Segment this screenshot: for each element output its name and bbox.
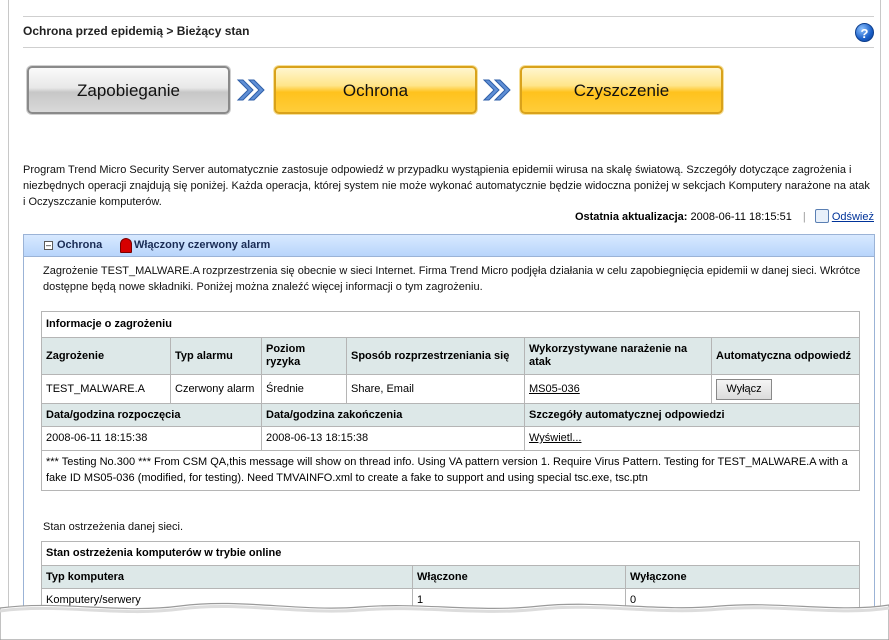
column-header: Typ alarmu	[171, 338, 262, 375]
column-header: Wyłączone	[626, 566, 860, 589]
auto-response-cell	[712, 375, 860, 404]
details-cell	[525, 427, 860, 451]
column-header: Sposób rozprzestrzeniania się	[347, 338, 525, 375]
refresh-link[interactable]: Odśwież	[831, 211, 874, 223]
enabled-count: 1	[413, 589, 626, 613]
column-header: Wykorzystywane narażenie na atak	[525, 338, 712, 375]
threat-info-table	[41, 311, 860, 491]
view-details-link[interactable]: Wyświetl...	[529, 432, 582, 444]
disable-button[interactable]: Wyłącz	[716, 379, 772, 400]
alarm-type: Czerwony alarm	[171, 375, 262, 404]
column-header: Automatyczna odpowiedź	[712, 338, 860, 375]
disabled-count: 0	[626, 589, 860, 613]
status-table-caption: Stan ostrzeżenia komputerów w trybie online	[42, 542, 860, 566]
step-protection: Ochrona	[274, 66, 477, 114]
threat-name: TEST_MALWARE.A	[42, 375, 171, 404]
step-prevention: Zapobieganie	[27, 66, 230, 114]
column-header: Poziom ryzyka	[262, 338, 347, 375]
column-header: Szczegóły automatycznej odpowiedzi	[525, 404, 860, 427]
red-alarm-icon	[120, 238, 132, 253]
torn-edge	[0, 598, 889, 640]
panel-title: Ochrona	[57, 239, 103, 251]
alarm-status: Włączony czerwony alarm	[134, 239, 271, 251]
network-status-text: Stan ostrzeżenia danej sieci.	[43, 521, 184, 533]
intro-text: Program Trend Micro Security Server automatycznie zastosuje odpowiedź w przypadku wystąpienia epidemii wirusa na skalę światową. Szczegóły dotyczące zagrożenia i niezbędnych operacji znajdują się poniżej. Każda operacja, której system nie może wykonać automatycznie będzie widoczna poniżej w sekcjach Komputery narażone na atak i Oczyszczanie komputerów.	[23, 164, 870, 208]
vulnerability-cell	[525, 375, 712, 404]
title-divider	[23, 47, 874, 48]
end-datetime: 2008-06-13 18:15:38	[262, 427, 525, 451]
risk-level: Średnie	[262, 375, 347, 404]
column-header: Typ komputera	[42, 566, 413, 589]
column-header: Data/godzina zakończenia	[262, 404, 525, 427]
chevron-right-icon	[482, 78, 514, 102]
threat-note: *** Testing No.300 *** From CSM QA,this message will show on thread info. Using VA pattern version 1. Require Virus Pattern. Testing for TEST_MALWARE.A with a fake ID MS05-036 (modified, for testing). Need TMVAINFO.xml to create a fake to support and using special tsc.exe, tsc.ptn	[42, 451, 860, 491]
last-update-value: 2008-06-11 18:15:51	[690, 211, 792, 223]
vulnerability-link[interactable]: MS05-036	[529, 382, 580, 395]
step-cleanup: Czyszczenie	[520, 66, 723, 114]
separator: |	[802, 211, 806, 223]
start-datetime: 2008-06-11 18:15:38	[42, 427, 262, 451]
computer-type: Komputery/serwery	[42, 589, 413, 613]
last-update-row	[575, 209, 874, 225]
column-header: Zagrożenie	[42, 338, 171, 375]
help-icon[interactable]: ?	[855, 23, 874, 42]
column-header: Włączone	[413, 566, 626, 589]
page-title: Ochrona przed epidemią > Bieżący stan	[23, 24, 250, 38]
protection-panel	[23, 234, 875, 640]
panel-header	[24, 235, 874, 257]
threat-description: Zagrożenie TEST_MALWARE.A rozprzestrzenia się obecnie w sieci Internet. Firma Trend Micro podjęła działania w celu zapobiegnięcia epidemii w danej sieci. Wkrótce dostępne będą nowe składniki. Poniżej można znaleźć więcej informacji o tym zagrożeniu.	[43, 265, 861, 293]
threat-info-caption: Informacje o zagrożeniu	[42, 312, 860, 338]
spread-method: Share, Email	[347, 375, 525, 404]
column-header: Data/godzina rozpoczęcia	[42, 404, 262, 427]
title-bar	[23, 22, 874, 44]
chevron-right-icon	[236, 78, 268, 102]
top-divider	[23, 16, 874, 17]
refresh-icon[interactable]	[815, 209, 829, 223]
collapse-icon[interactable]: –	[45, 240, 51, 250]
last-update-label: Ostatnia aktualizacja:	[574, 211, 688, 223]
